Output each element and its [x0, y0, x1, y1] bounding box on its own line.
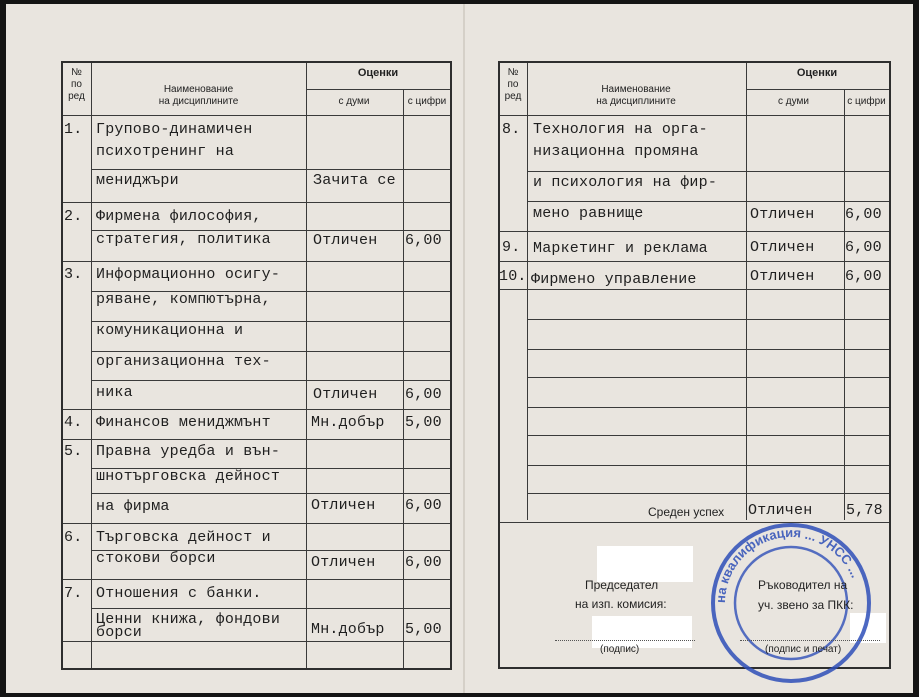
grade-words: Зачита се [313, 172, 396, 189]
average-grade-digits: 5,78 [846, 502, 883, 519]
discipline-line: Групово-динамичен [96, 121, 253, 138]
column-divider [527, 63, 528, 520]
header-grades: Оценки [796, 67, 838, 79]
row-number: 1. [64, 121, 83, 138]
header-grades: Оценки [357, 67, 399, 79]
chair-subtitle: на изп. комисия: [575, 597, 667, 611]
grade-words: Отличен [750, 239, 815, 256]
row-number: 4. [64, 414, 83, 431]
row-number: 6. [64, 529, 83, 546]
row-line [527, 377, 889, 378]
discipline-line: Технология на орга- [533, 121, 708, 138]
grade-digits: 6,00 [845, 206, 882, 223]
grade-digits: 6,00 [845, 239, 882, 256]
row-line [527, 465, 889, 466]
header-number: № по ред [504, 67, 522, 102]
row-number: 5. [64, 443, 83, 460]
grade-digits: 6,00 [405, 232, 442, 249]
row-line [527, 171, 889, 172]
stamp-text: на квалификация ... УНСС ... [712, 524, 864, 604]
head-title: Ръководител на [758, 578, 848, 592]
row-line [527, 407, 889, 408]
head-subtitle: уч. звено за ПКК: [758, 598, 854, 612]
row-line [91, 380, 450, 381]
header-number: № по ред [68, 67, 85, 102]
discipline-line: Правна уредба и вън- [96, 443, 281, 460]
row-number: 9. [502, 239, 521, 256]
discipline-line: Търговска дейност и [96, 529, 271, 546]
grade-digits: 6,00 [845, 268, 882, 285]
column-divider [91, 63, 92, 668]
discipline-line: организационна тех- [96, 353, 271, 370]
discipline-line: комуникационна и [96, 322, 244, 339]
row-number: 10. [499, 268, 527, 285]
row-line [91, 351, 450, 352]
discipline-line: борси [96, 624, 143, 641]
row-line [527, 435, 889, 436]
discipline-line: Отношения с банки. [96, 585, 262, 602]
row-line [63, 409, 450, 410]
chair-title: Председател [585, 578, 659, 592]
header-digits: с цифри [407, 96, 447, 107]
grade-words: Отличен [750, 268, 815, 285]
header-words: с думи [778, 96, 809, 107]
discipline-line: низационна промяна [533, 143, 699, 160]
discipline-line: Фирмена философия, [96, 208, 262, 225]
grade-words: Отличен [313, 386, 378, 403]
row-line [63, 439, 450, 440]
row-line [527, 201, 889, 202]
row-line [500, 289, 889, 290]
header-bottom-line [500, 115, 889, 116]
row-line [63, 202, 450, 203]
column-divider [306, 63, 307, 668]
grade-words: Мн.добър [311, 621, 385, 638]
row-line [500, 231, 889, 232]
row-line [500, 261, 889, 262]
row-line [527, 493, 889, 494]
discipline-line: шнотърговска дейност [96, 468, 281, 485]
grade-digits: 6,00 [405, 554, 442, 571]
row-line [63, 579, 450, 580]
discipline-line: мениджъри [96, 172, 179, 189]
page-fold [463, 4, 465, 693]
header-discipline: Наименование на дисциплините [158, 84, 239, 107]
discipline-line: психотренинг на [96, 143, 235, 160]
discipline-line: стокови борси [96, 550, 216, 567]
header-divider [746, 89, 889, 90]
grade-words: Отличен [311, 497, 376, 514]
header-discipline: Наименование на дисциплините [596, 84, 676, 107]
discipline-line: ника [96, 384, 133, 401]
redacted-area [597, 546, 693, 582]
header-words: с думи [338, 96, 370, 107]
average-grade-words: Отличен [748, 502, 813, 519]
head-signature-caption: (подпис и печат) [765, 644, 842, 655]
grade-digits: 5,00 [405, 414, 442, 431]
row-line [91, 169, 450, 170]
grade-words: Отличен [311, 554, 376, 571]
grade-digits: 6,00 [405, 497, 442, 514]
discipline-line: Фирмено управление [531, 271, 697, 288]
discipline-line: Ценни книжа, фондови [96, 611, 281, 628]
header-divider [306, 89, 450, 90]
grade-digits: 5,00 [405, 621, 442, 638]
head-signature-line [740, 640, 880, 641]
discipline-line: Финансов мениджмънт [96, 414, 271, 431]
discipline-line: на фирма [96, 498, 170, 515]
average-label: Среден успех [648, 505, 725, 519]
row-line [527, 349, 889, 350]
discipline-line: Информационно осигу- [96, 266, 281, 283]
row-number: 7. [64, 585, 83, 602]
chair-signature-line [555, 640, 695, 641]
grade-words: Отличен [313, 232, 378, 249]
discipline-line: и психология на фир- [533, 174, 718, 191]
header-bottom-line [63, 115, 450, 116]
header-digits: с цифри [847, 96, 886, 107]
column-divider [844, 89, 845, 520]
row-line [91, 493, 450, 494]
row-line [91, 608, 450, 609]
column-divider [403, 89, 404, 668]
row-line [63, 261, 450, 262]
grade-digits: 6,00 [405, 386, 442, 403]
discipline-line: Маркетинг и реклама [533, 240, 708, 257]
discipline-line: ряване, компютърна, [96, 291, 271, 308]
row-line [527, 319, 889, 320]
discipline-line: мено равнище [533, 205, 644, 222]
grade-words: Отличен [750, 206, 815, 223]
chair-signature-caption: (подпис) [600, 644, 640, 655]
discipline-line: стратегия, политика [96, 231, 271, 248]
column-divider [746, 63, 747, 520]
row-line [63, 523, 450, 524]
row-number: 8. [502, 121, 521, 138]
grade-words: Мн.добър [311, 414, 385, 431]
row-number: 3. [64, 266, 83, 283]
row-line [63, 641, 450, 642]
row-number: 2. [64, 208, 83, 225]
